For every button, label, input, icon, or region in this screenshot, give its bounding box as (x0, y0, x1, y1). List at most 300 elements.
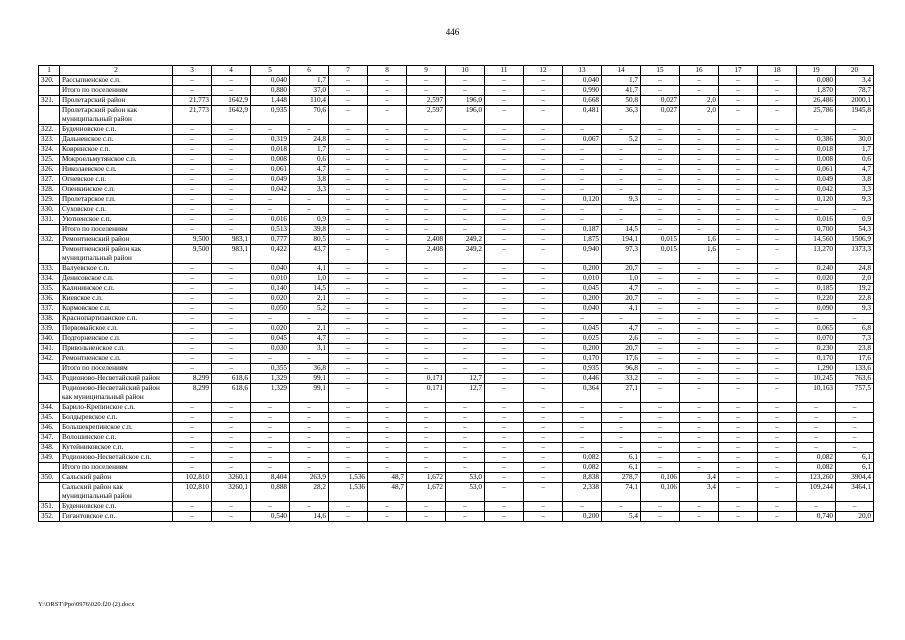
value-cell: – (680, 334, 719, 344)
value-cell: 23,8 (836, 344, 874, 354)
value-cell: – (602, 413, 641, 423)
value-cell: – (524, 443, 563, 453)
value-cell: – (290, 502, 329, 512)
value-cell: – (485, 354, 524, 364)
value-cell: 8,838 (563, 473, 602, 483)
value-cell: – (485, 225, 524, 235)
value-cell: – (212, 125, 251, 135)
value-cell: – (329, 185, 368, 195)
value-cell: 4,7 (290, 334, 329, 344)
row-index-cell: 348. (39, 443, 60, 453)
value-cell: – (758, 205, 797, 215)
value-cell: 9,500 (173, 235, 212, 245)
data-table (38, 65, 874, 522)
table-row (39, 344, 874, 354)
value-cell: – (719, 235, 758, 245)
value-cell: – (524, 374, 563, 384)
value-cell: – (446, 314, 485, 324)
value-cell: – (290, 205, 329, 215)
value-cell: – (680, 374, 719, 384)
value-cell: – (719, 175, 758, 185)
value-cell: 0,070 (797, 334, 836, 344)
value-cell: 0,040 (251, 264, 290, 274)
value-cell: – (719, 344, 758, 354)
table-row (39, 403, 874, 413)
value-cell: – (446, 165, 485, 175)
value-cell: 1,7 (602, 76, 641, 86)
value-cell: 0,020 (797, 274, 836, 284)
row-index-cell: 345. (39, 413, 60, 423)
value-cell: – (329, 175, 368, 185)
value-cell: – (446, 443, 485, 453)
value-cell: – (212, 314, 251, 324)
value-cell: – (329, 443, 368, 453)
table-row (39, 175, 874, 185)
territory-name-cell: Калининское с.п. (60, 284, 173, 294)
value-cell: – (173, 453, 212, 463)
value-cell: – (602, 125, 641, 135)
territory-name-cell: Опенкинское с.п. (60, 185, 173, 195)
value-cell: – (680, 225, 719, 235)
value-cell: 0,020 (251, 294, 290, 304)
value-cell: – (368, 125, 407, 135)
value-cell: – (641, 205, 680, 215)
column-number: 19 (797, 66, 836, 76)
value-cell: – (368, 205, 407, 215)
value-cell: – (329, 155, 368, 165)
value-cell: – (407, 433, 446, 443)
table-row (39, 264, 874, 274)
value-cell: – (212, 354, 251, 364)
value-cell: – (329, 135, 368, 145)
row-index-cell: 352. (39, 512, 60, 522)
value-cell: – (446, 453, 485, 463)
value-cell: – (485, 175, 524, 185)
value-cell: – (368, 86, 407, 96)
value-cell: – (563, 205, 602, 215)
value-cell: – (251, 423, 290, 433)
value-cell: – (251, 433, 290, 443)
table-row (39, 443, 874, 453)
value-cell: 1,672 (407, 473, 446, 483)
value-cell: – (719, 334, 758, 344)
value-cell: – (407, 453, 446, 463)
value-cell: – (836, 502, 874, 512)
value-cell: – (485, 125, 524, 135)
value-cell: 50,8 (602, 96, 641, 106)
value-cell: – (173, 463, 212, 473)
value-cell: – (836, 433, 874, 443)
value-cell: 39,8 (290, 225, 329, 235)
value-cell: – (485, 463, 524, 473)
value-cell: – (719, 403, 758, 413)
value-cell: – (446, 433, 485, 443)
value-cell: – (329, 324, 368, 334)
value-cell: – (407, 215, 446, 225)
value-cell: – (641, 86, 680, 96)
value-cell: 0,015 (641, 235, 680, 245)
table-row (39, 225, 874, 235)
value-cell: 0,220 (797, 294, 836, 304)
value-cell: – (329, 384, 368, 403)
value-cell: – (212, 165, 251, 175)
value-cell: – (407, 155, 446, 165)
value-cell: – (602, 215, 641, 225)
value-cell: – (212, 135, 251, 145)
value-cell: 0,700 (797, 225, 836, 235)
value-cell: 0,422 (251, 245, 290, 264)
value-cell: – (485, 314, 524, 324)
value-cell: – (641, 195, 680, 205)
value-cell: – (758, 125, 797, 135)
value-cell: – (719, 294, 758, 304)
value-cell: 0,049 (797, 175, 836, 185)
value-cell: – (719, 86, 758, 96)
value-cell: – (329, 433, 368, 443)
value-cell: – (290, 354, 329, 364)
value-cell: 1,290 (797, 364, 836, 374)
value-cell: 0,049 (251, 175, 290, 185)
value-cell: – (719, 433, 758, 443)
value-cell: – (329, 96, 368, 106)
table-row (39, 354, 874, 364)
table-row (39, 334, 874, 344)
value-cell: 10,245 (797, 374, 836, 384)
value-cell: 0,106 (641, 483, 680, 502)
value-cell: 20,0 (836, 512, 874, 522)
value-cell: – (680, 155, 719, 165)
value-cell: – (407, 145, 446, 155)
value-cell: – (446, 135, 485, 145)
value-cell: – (446, 354, 485, 364)
value-cell: – (368, 314, 407, 324)
value-cell: – (719, 324, 758, 334)
value-cell: – (446, 264, 485, 274)
value-cell: 24,8 (290, 135, 329, 145)
value-cell: 1,6 (680, 245, 719, 264)
value-cell: – (719, 135, 758, 145)
value-cell: – (173, 294, 212, 304)
value-cell: – (485, 512, 524, 522)
value-cell: – (758, 135, 797, 145)
column-number: 16 (680, 66, 719, 76)
value-cell: – (641, 264, 680, 274)
value-cell: – (212, 185, 251, 195)
value-cell: – (368, 185, 407, 195)
table-row (39, 374, 874, 384)
value-cell: – (329, 125, 368, 135)
value-cell: – (485, 86, 524, 96)
value-cell: – (602, 314, 641, 324)
row-index-cell: 338. (39, 314, 60, 324)
value-cell: – (446, 512, 485, 522)
value-cell: – (524, 463, 563, 473)
value-cell: – (485, 215, 524, 225)
value-cell: – (758, 453, 797, 463)
table-row (39, 215, 874, 225)
table-row (39, 413, 874, 423)
value-cell: – (212, 284, 251, 294)
value-cell: – (524, 76, 563, 86)
value-cell: – (485, 195, 524, 205)
value-cell: 3,8 (290, 175, 329, 185)
territory-name-cell: Денисовское с.п. (60, 274, 173, 284)
value-cell: – (329, 106, 368, 125)
value-cell: – (212, 512, 251, 522)
value-cell: 0,6 (836, 155, 874, 165)
column-number: 5 (251, 66, 290, 76)
value-cell: 0,040 (563, 304, 602, 314)
value-cell: – (797, 502, 836, 512)
value-cell: 0,935 (251, 106, 290, 125)
row-index-cell: 324. (39, 145, 60, 155)
value-cell: 983,1 (212, 235, 251, 245)
value-cell: – (485, 76, 524, 86)
value-cell: 0,200 (563, 294, 602, 304)
value-cell: – (758, 324, 797, 334)
value-cell: – (680, 175, 719, 185)
value-cell: 1,329 (251, 374, 290, 384)
territory-name-cell: Итого по поселениям (60, 463, 173, 473)
column-number: 6 (290, 66, 329, 76)
value-cell: – (329, 423, 368, 433)
value-cell: – (524, 155, 563, 165)
table-row (39, 195, 874, 205)
table-row (39, 364, 874, 374)
table-row (39, 453, 874, 463)
territory-name-cell: Родионово-Несветайское с.п. (60, 453, 173, 463)
value-cell: – (680, 324, 719, 334)
value-cell: – (485, 453, 524, 463)
row-index-cell (39, 225, 60, 235)
value-cell: – (407, 364, 446, 374)
value-cell: – (758, 155, 797, 165)
value-cell: – (173, 364, 212, 374)
value-cell: – (446, 215, 485, 225)
value-cell: – (641, 413, 680, 423)
value-cell: – (758, 473, 797, 483)
value-cell: – (524, 264, 563, 274)
value-cell: – (446, 274, 485, 284)
value-cell: – (485, 274, 524, 284)
row-index-cell: 329. (39, 195, 60, 205)
value-cell: – (173, 304, 212, 314)
value-cell: 27,1 (602, 384, 641, 403)
value-cell: – (368, 304, 407, 314)
value-cell: 12,7 (446, 374, 485, 384)
value-cell: – (680, 125, 719, 135)
value-cell: 1,7 (290, 76, 329, 86)
value-cell: – (173, 195, 212, 205)
value-cell: – (641, 403, 680, 413)
value-cell: 1642,9 (212, 96, 251, 106)
value-cell: 2,597 (407, 96, 446, 106)
value-cell: – (407, 264, 446, 274)
value-cell: – (212, 304, 251, 314)
value-cell: – (329, 195, 368, 205)
value-cell: – (407, 165, 446, 175)
value-cell: 263,9 (290, 473, 329, 483)
territory-name-cell: Волошинское с.п. (60, 433, 173, 443)
value-cell: 41,7 (602, 86, 641, 96)
table-row (39, 165, 874, 175)
value-cell: – (368, 195, 407, 205)
value-cell: – (251, 205, 290, 215)
table-row (39, 324, 874, 334)
value-cell: – (173, 165, 212, 175)
territory-name-cell: Краснопартизанское с.п. (60, 314, 173, 324)
territory-name-cell: Итого по поселениям (60, 364, 173, 374)
value-cell: – (485, 145, 524, 155)
value-cell: – (758, 354, 797, 364)
value-cell: – (446, 185, 485, 195)
value-cell: 2,0 (680, 106, 719, 125)
value-cell: – (485, 135, 524, 145)
value-cell: 20,7 (602, 294, 641, 304)
value-cell: – (407, 463, 446, 473)
table-row (39, 205, 874, 215)
value-cell: – (368, 175, 407, 185)
value-cell: – (485, 155, 524, 165)
value-cell: – (719, 512, 758, 522)
value-cell: – (485, 324, 524, 334)
value-cell: – (563, 215, 602, 225)
value-cell: – (251, 354, 290, 364)
value-cell: 4,7 (290, 165, 329, 175)
value-cell: – (446, 423, 485, 433)
value-cell: 0,082 (797, 463, 836, 473)
value-cell: – (446, 294, 485, 304)
value-cell: – (407, 502, 446, 512)
column-number: 2 (60, 66, 173, 76)
value-cell: – (680, 205, 719, 215)
value-cell: – (641, 225, 680, 235)
value-cell: – (407, 125, 446, 135)
territory-name-cell: Пролетарский район как муниципальный район (60, 106, 173, 125)
value-cell: – (290, 433, 329, 443)
row-index-cell: 328. (39, 185, 60, 195)
value-cell: – (524, 225, 563, 235)
value-cell: 0,045 (563, 284, 602, 294)
value-cell: – (329, 304, 368, 314)
column-number: 12 (524, 66, 563, 76)
value-cell: 1945,8 (836, 106, 874, 125)
value-cell: – (524, 403, 563, 413)
row-index-cell (39, 463, 60, 473)
value-cell: – (758, 344, 797, 354)
territory-name-cell: Кормовское с.п. (60, 304, 173, 314)
value-cell: – (407, 195, 446, 205)
value-cell: – (758, 195, 797, 205)
value-cell: – (212, 423, 251, 433)
value-cell: – (485, 284, 524, 294)
value-cell: – (524, 274, 563, 284)
value-cell: – (758, 364, 797, 374)
value-cell: 97,3 (602, 245, 641, 264)
territory-name-cell: Большекрепинское с.п. (60, 423, 173, 433)
value-cell: – (446, 155, 485, 165)
value-cell: – (524, 473, 563, 483)
value-cell: – (290, 125, 329, 135)
value-cell: 1,536 (329, 473, 368, 483)
value-cell: 1,329 (251, 384, 290, 403)
value-cell: – (368, 384, 407, 403)
row-index-cell: 325. (39, 155, 60, 165)
territory-name-cell: Киевское с.п. (60, 294, 173, 304)
value-cell: 25,786 (797, 106, 836, 125)
value-cell: 48,7 (368, 483, 407, 502)
value-cell: – (719, 384, 758, 403)
value-cell: – (368, 374, 407, 384)
value-cell: 0,040 (563, 76, 602, 86)
value-cell: – (329, 453, 368, 463)
value-cell: – (212, 225, 251, 235)
value-cell: 78,7 (836, 86, 874, 96)
value-cell: – (329, 334, 368, 344)
value-cell: – (368, 512, 407, 522)
value-cell: – (446, 403, 485, 413)
value-cell: 3,8 (836, 175, 874, 185)
value-cell: – (485, 443, 524, 453)
value-cell: 0,319 (251, 135, 290, 145)
value-cell: – (251, 463, 290, 473)
territory-name-cell: Подгорненское с.п. (60, 334, 173, 344)
value-cell: 0,990 (563, 86, 602, 96)
value-cell: – (641, 215, 680, 225)
value-cell: – (719, 225, 758, 235)
value-cell: – (641, 364, 680, 374)
row-index-cell: 343. (39, 374, 60, 384)
value-cell: – (329, 284, 368, 294)
value-cell: 48,7 (368, 473, 407, 483)
value-cell: – (602, 205, 641, 215)
value-cell: 4,7 (602, 284, 641, 294)
value-cell: – (641, 284, 680, 294)
value-cell: – (797, 403, 836, 413)
column-number: 15 (641, 66, 680, 76)
value-cell: – (719, 374, 758, 384)
value-cell: – (173, 334, 212, 344)
value-cell: – (524, 96, 563, 106)
value-cell: – (368, 502, 407, 512)
value-cell: 1,0 (602, 274, 641, 284)
value-cell: – (407, 334, 446, 344)
value-cell: – (719, 106, 758, 125)
value-cell: – (173, 512, 212, 522)
value-cell: – (758, 274, 797, 284)
territory-name-cell: Мокроельмутянское с.п. (60, 155, 173, 165)
value-cell: – (602, 502, 641, 512)
value-cell: 0,935 (563, 364, 602, 374)
value-cell: 196,0 (446, 96, 485, 106)
value-cell: 14,6 (290, 512, 329, 522)
value-cell: 0,540 (251, 512, 290, 522)
value-cell: – (446, 145, 485, 155)
value-cell: – (173, 145, 212, 155)
value-cell: 102,810 (173, 483, 212, 502)
value-cell: – (368, 443, 407, 453)
value-cell: – (173, 225, 212, 235)
value-cell: 0,061 (797, 165, 836, 175)
value-cell: – (524, 175, 563, 185)
value-cell: – (680, 443, 719, 453)
value-cell: – (641, 324, 680, 334)
table-row (39, 245, 874, 264)
value-cell: – (563, 155, 602, 165)
value-cell: – (680, 185, 719, 195)
value-cell: – (485, 185, 524, 195)
value-cell: 12,7 (446, 384, 485, 403)
